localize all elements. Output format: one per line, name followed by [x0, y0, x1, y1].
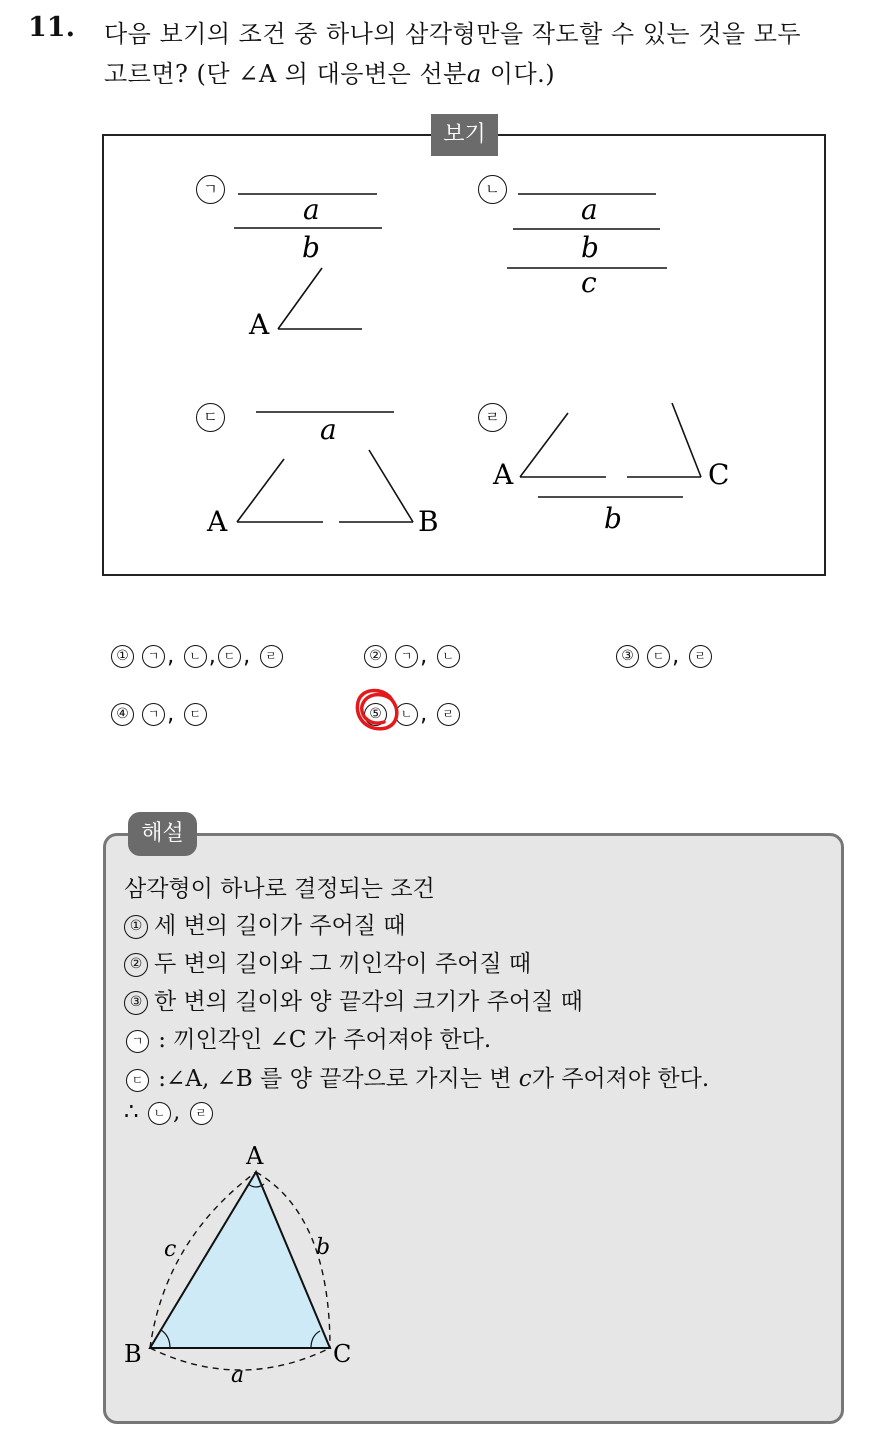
side-a-label: a: [231, 1363, 245, 1388]
side-b-label: b: [316, 1235, 331, 1260]
vertex-a-label: A: [493, 458, 514, 491]
choice-sep: ,: [167, 643, 182, 669]
bogi-marker-rieul: ㄹ: [478, 403, 507, 432]
bogi-marker-nieun: ㄴ: [478, 175, 507, 204]
therefore-symbol: ∴: [124, 1099, 139, 1125]
question-line2-var: a: [466, 60, 482, 88]
question-number: 11.: [28, 12, 75, 43]
note-text: :∠A, ∠B 를 양 끝각으로 가지는 변: [151, 1066, 519, 1092]
choice-marker: ㄴ: [184, 645, 207, 668]
bogi-marker-giyeok: ㄱ: [196, 175, 225, 204]
question-line2-prefix: 고르면? (단 ∠A 의 대응변은 선분: [104, 60, 467, 88]
vertex-b-label: B: [418, 505, 439, 538]
question-line2-suffix: 이다.): [481, 60, 556, 88]
question-text-line1: 다음 보기의 조건 중 하나의 삼각형만을 작도할 수 있는 것을 모두: [104, 20, 802, 48]
segment-a-label: a: [303, 193, 320, 226]
choice-marker: ㄷ: [184, 703, 207, 726]
choice-number: ⑤: [364, 703, 387, 726]
condition-text: 한 변의 길이와 양 끝각의 크기가 주어질 때: [154, 989, 583, 1015]
choice-marker: ㄹ: [689, 645, 712, 668]
choice-marker: ㄴ: [437, 645, 460, 668]
note-var: c: [518, 1066, 532, 1092]
bogi-marker-digeut: ㄷ: [196, 403, 225, 432]
vertex-b-label: B: [124, 1340, 142, 1368]
vertex-a-label: A: [246, 1142, 264, 1170]
choice-number: ①: [111, 645, 134, 668]
choice-marker: ㄷ: [218, 645, 241, 668]
bogi-title: 보기: [431, 114, 498, 156]
condition-number: ③: [124, 991, 148, 1015]
choice-sep: ,: [420, 643, 435, 669]
note-text: : 끼인각인 ∠C 가 주어져야 한다.: [151, 1027, 492, 1053]
choice-sep: ,: [672, 643, 687, 669]
vertex-a-label: A: [207, 505, 228, 538]
answer-marker: ㄴ: [148, 1102, 171, 1125]
choice-marker: ㄷ: [647, 645, 670, 668]
choice-sep: ,: [420, 701, 435, 727]
choice-marker: ㄹ: [437, 703, 460, 726]
choice-marker: ㄹ: [260, 645, 283, 668]
choice-number: ③: [616, 645, 639, 668]
segment-a-label: a: [320, 413, 337, 446]
choice-number: ④: [111, 703, 134, 726]
note-marker: ㄱ: [126, 1030, 149, 1053]
condition-number: ①: [124, 915, 148, 939]
segment-b-label: b: [604, 502, 622, 535]
choice-marker: ㄱ: [395, 645, 418, 668]
choice-sep: ,: [208, 643, 216, 669]
haeseol-heading: 삼각형이 하나로 결정되는 조건: [124, 876, 435, 902]
answer-sep: ,: [172, 1099, 188, 1125]
note-marker: ㄷ: [126, 1069, 149, 1092]
choice-marker: ㄱ: [142, 645, 165, 668]
side-c-label: c: [164, 1237, 177, 1262]
segment-c-label: c: [581, 266, 597, 299]
segment-b-label: b: [581, 231, 599, 264]
choice-number: ②: [364, 645, 387, 668]
condition-text: 세 변의 길이가 주어질 때: [154, 913, 406, 939]
segment-b-label: b: [302, 231, 320, 264]
vertex-a-label: A: [249, 308, 270, 341]
segment-a-label: a: [581, 193, 598, 226]
vertex-c-label: C: [333, 1340, 352, 1368]
note-text: 가 주어져야 한다.: [531, 1066, 710, 1092]
triangle-shape: [150, 1172, 330, 1348]
condition-number: ②: [124, 953, 148, 977]
haeseol-title: 해설: [128, 812, 197, 856]
choice-sep: ,: [242, 643, 258, 669]
vertex-c-label: C: [708, 458, 730, 491]
answer-marker: ㄹ: [190, 1102, 213, 1125]
choice-marker: ㄴ: [395, 703, 418, 726]
choice-sep: ,: [167, 701, 182, 727]
choice-marker: ㄱ: [142, 703, 165, 726]
condition-text: 두 변의 길이와 그 끼인각이 주어질 때: [154, 951, 532, 977]
